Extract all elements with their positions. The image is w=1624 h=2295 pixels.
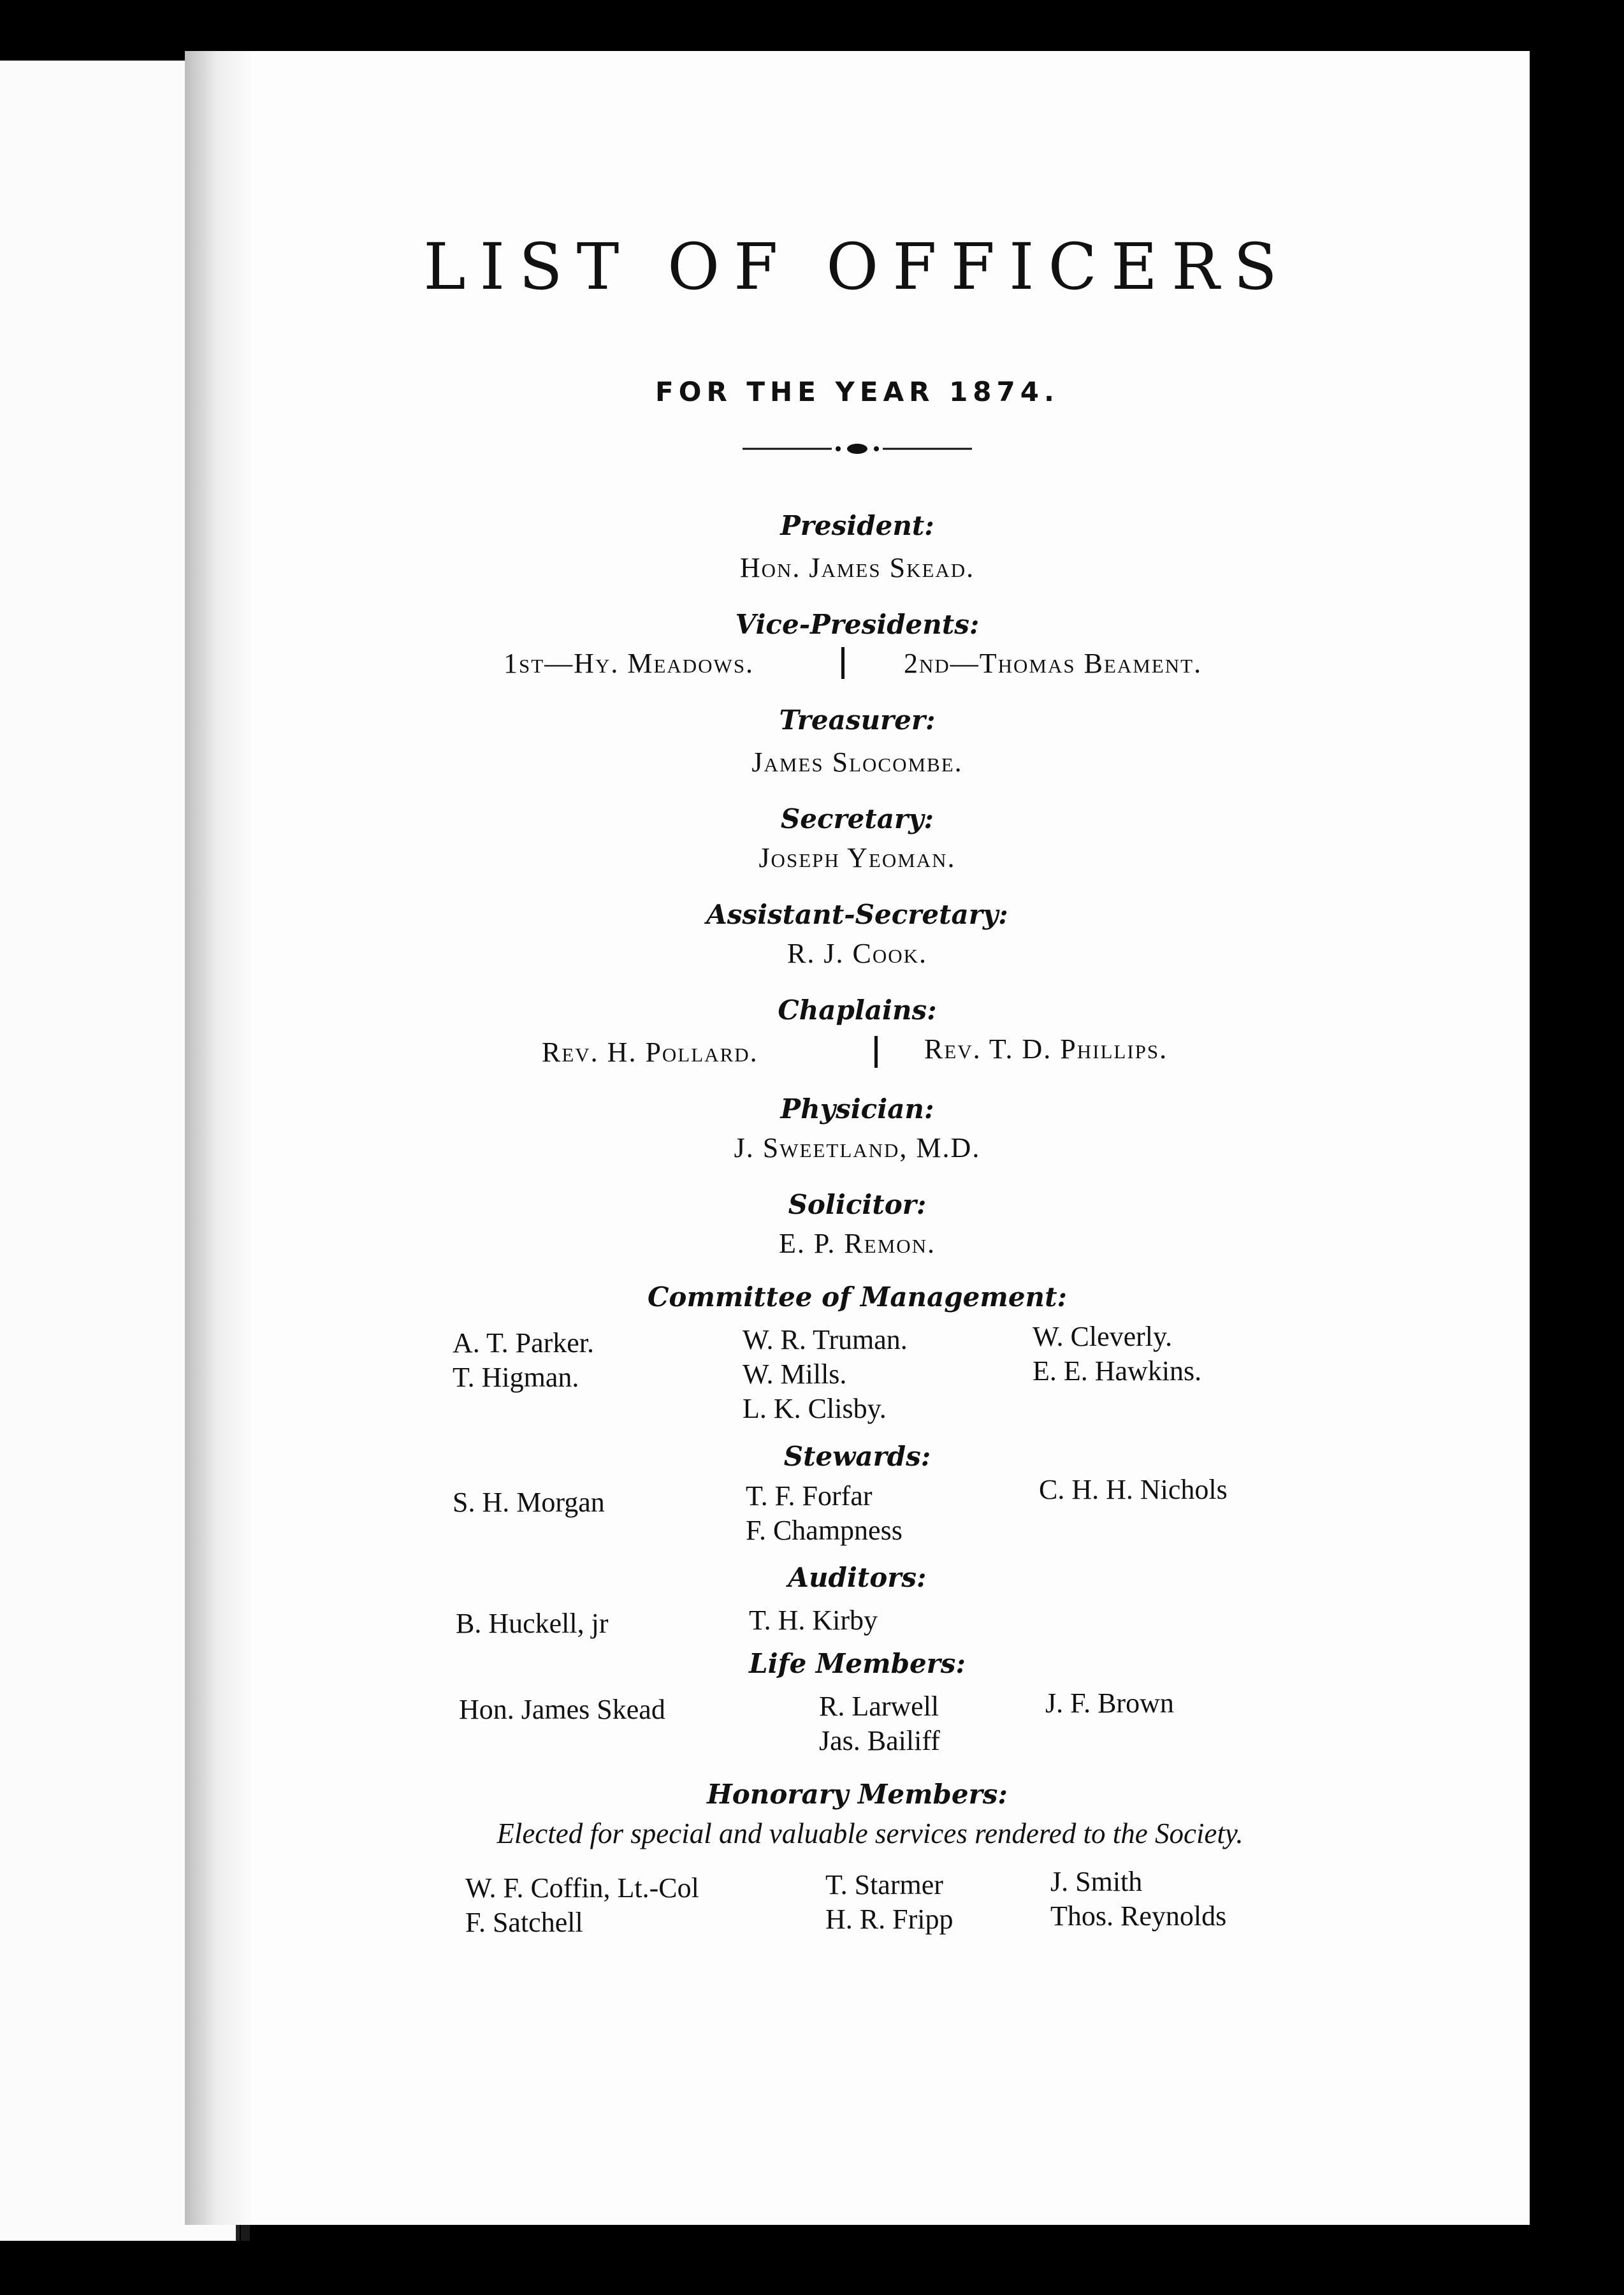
auditors-heading: Auditors: bbox=[788, 1562, 927, 1593]
life-member: J. F. Brown bbox=[1045, 1687, 1174, 1719]
committee-column-2 bbox=[743, 1323, 908, 1426]
solicitor-name: E. P. Remon. bbox=[778, 1228, 936, 1259]
solicitor-heading: Solicitor: bbox=[788, 1189, 927, 1220]
life-member: Jas. Bailiff bbox=[819, 1725, 940, 1756]
honorary-members-column-2 bbox=[825, 1868, 953, 1937]
honorary-members-heading: Honorary Members: bbox=[707, 1779, 1008, 1810]
vice-presidents-separator bbox=[841, 647, 845, 679]
physician-heading: Physician: bbox=[780, 1093, 934, 1125]
honorary-member: H. R. Fripp bbox=[825, 1904, 953, 1935]
honorary-member: Thos. Reynolds bbox=[1050, 1900, 1227, 1932]
honorary-members-column-1 bbox=[465, 1871, 699, 1940]
committee-member: E. E. Hawkins. bbox=[1033, 1355, 1202, 1387]
steward: S. H. Morgan bbox=[453, 1487, 605, 1518]
secretary-name: Joseph Yeoman. bbox=[758, 842, 956, 873]
honorary-member: J. Smith bbox=[1050, 1866, 1143, 1897]
committee-member: T. Higman. bbox=[453, 1362, 579, 1393]
vice-president-first: 1st—Hy. Meadows. bbox=[504, 648, 755, 679]
honorary-member: T. Starmer bbox=[825, 1869, 943, 1900]
committee-member: W. Cleverly. bbox=[1033, 1321, 1173, 1352]
committee-member: W. Mills. bbox=[743, 1359, 847, 1390]
secretary-heading: Secretary: bbox=[780, 803, 934, 834]
assistant-secretary-heading: Assistant-Secretary: bbox=[706, 899, 1008, 930]
committee-member: W. R. Truman. bbox=[743, 1324, 908, 1355]
president-heading: President: bbox=[780, 510, 934, 541]
life-member: Hon. James Skead bbox=[459, 1694, 665, 1725]
chaplains-separator bbox=[874, 1036, 878, 1068]
steward: T. F. Forfar bbox=[746, 1480, 873, 1512]
auditor: T. H. Kirby bbox=[749, 1605, 878, 1636]
vice-president-second: 2nd—Thomas Beament. bbox=[904, 648, 1203, 679]
ornament-divider bbox=[185, 441, 1530, 460]
honorary-members-column-3 bbox=[1050, 1865, 1226, 1934]
page-content bbox=[185, 51, 1530, 2225]
stewards-column-2 bbox=[746, 1479, 903, 1548]
auditor: B. Huckell, jr bbox=[456, 1608, 609, 1639]
life-members-column-2 bbox=[819, 1689, 940, 1758]
committee-member: A. T. Parker. bbox=[453, 1327, 594, 1359]
stewards-column-3 bbox=[1039, 1473, 1228, 1507]
life-members-heading: Life Members: bbox=[749, 1648, 966, 1679]
chaplain-first: Rev. H. Pollard. bbox=[542, 1037, 758, 1068]
president-name: Hon. James Skead. bbox=[739, 552, 975, 583]
treasurer-name: James Slocombe. bbox=[751, 747, 963, 778]
document-page bbox=[185, 51, 1530, 2225]
honorary-member: W. F. Coffin, Lt.-Col bbox=[465, 1872, 699, 1904]
auditors-column-2 bbox=[749, 1603, 878, 1638]
committee-heading: Committee of Management: bbox=[648, 1281, 1067, 1313]
treasurer-heading: Treasurer: bbox=[779, 704, 936, 736]
life-members-column-3 bbox=[1045, 1686, 1174, 1721]
committee-column-1 bbox=[453, 1326, 594, 1395]
stewards-heading: Stewards: bbox=[783, 1441, 931, 1472]
chaplains-heading: Chaplains: bbox=[778, 994, 937, 1026]
committee-member: L. K. Clisby. bbox=[743, 1393, 887, 1424]
page-subtitle: FOR THE YEAR 1874. bbox=[655, 376, 1059, 407]
chaplain-second: Rev. T. D. Phillips. bbox=[924, 1033, 1168, 1065]
stewards-column-1 bbox=[453, 1485, 605, 1520]
honorary-member: F. Satchell bbox=[465, 1907, 583, 1938]
life-member: R. Larwell bbox=[819, 1691, 939, 1722]
committee-column-3 bbox=[1033, 1320, 1201, 1388]
physician-name: J. Sweetland, M.D. bbox=[734, 1132, 981, 1163]
steward: C. H. H. Nichols bbox=[1039, 1474, 1228, 1505]
page-title: LIST OF OFFICERS bbox=[423, 229, 1291, 304]
auditors-column-1 bbox=[456, 1606, 609, 1641]
life-members-column-1 bbox=[459, 1693, 665, 1727]
vice-presidents-heading: Vice-Presidents: bbox=[735, 609, 980, 640]
steward: F. Champness bbox=[746, 1515, 903, 1546]
honorary-members-note: Elected for special and valuable services rendered to the Society. bbox=[497, 1818, 1243, 1849]
assistant-secretary-name: R. J. Cook. bbox=[787, 938, 927, 969]
